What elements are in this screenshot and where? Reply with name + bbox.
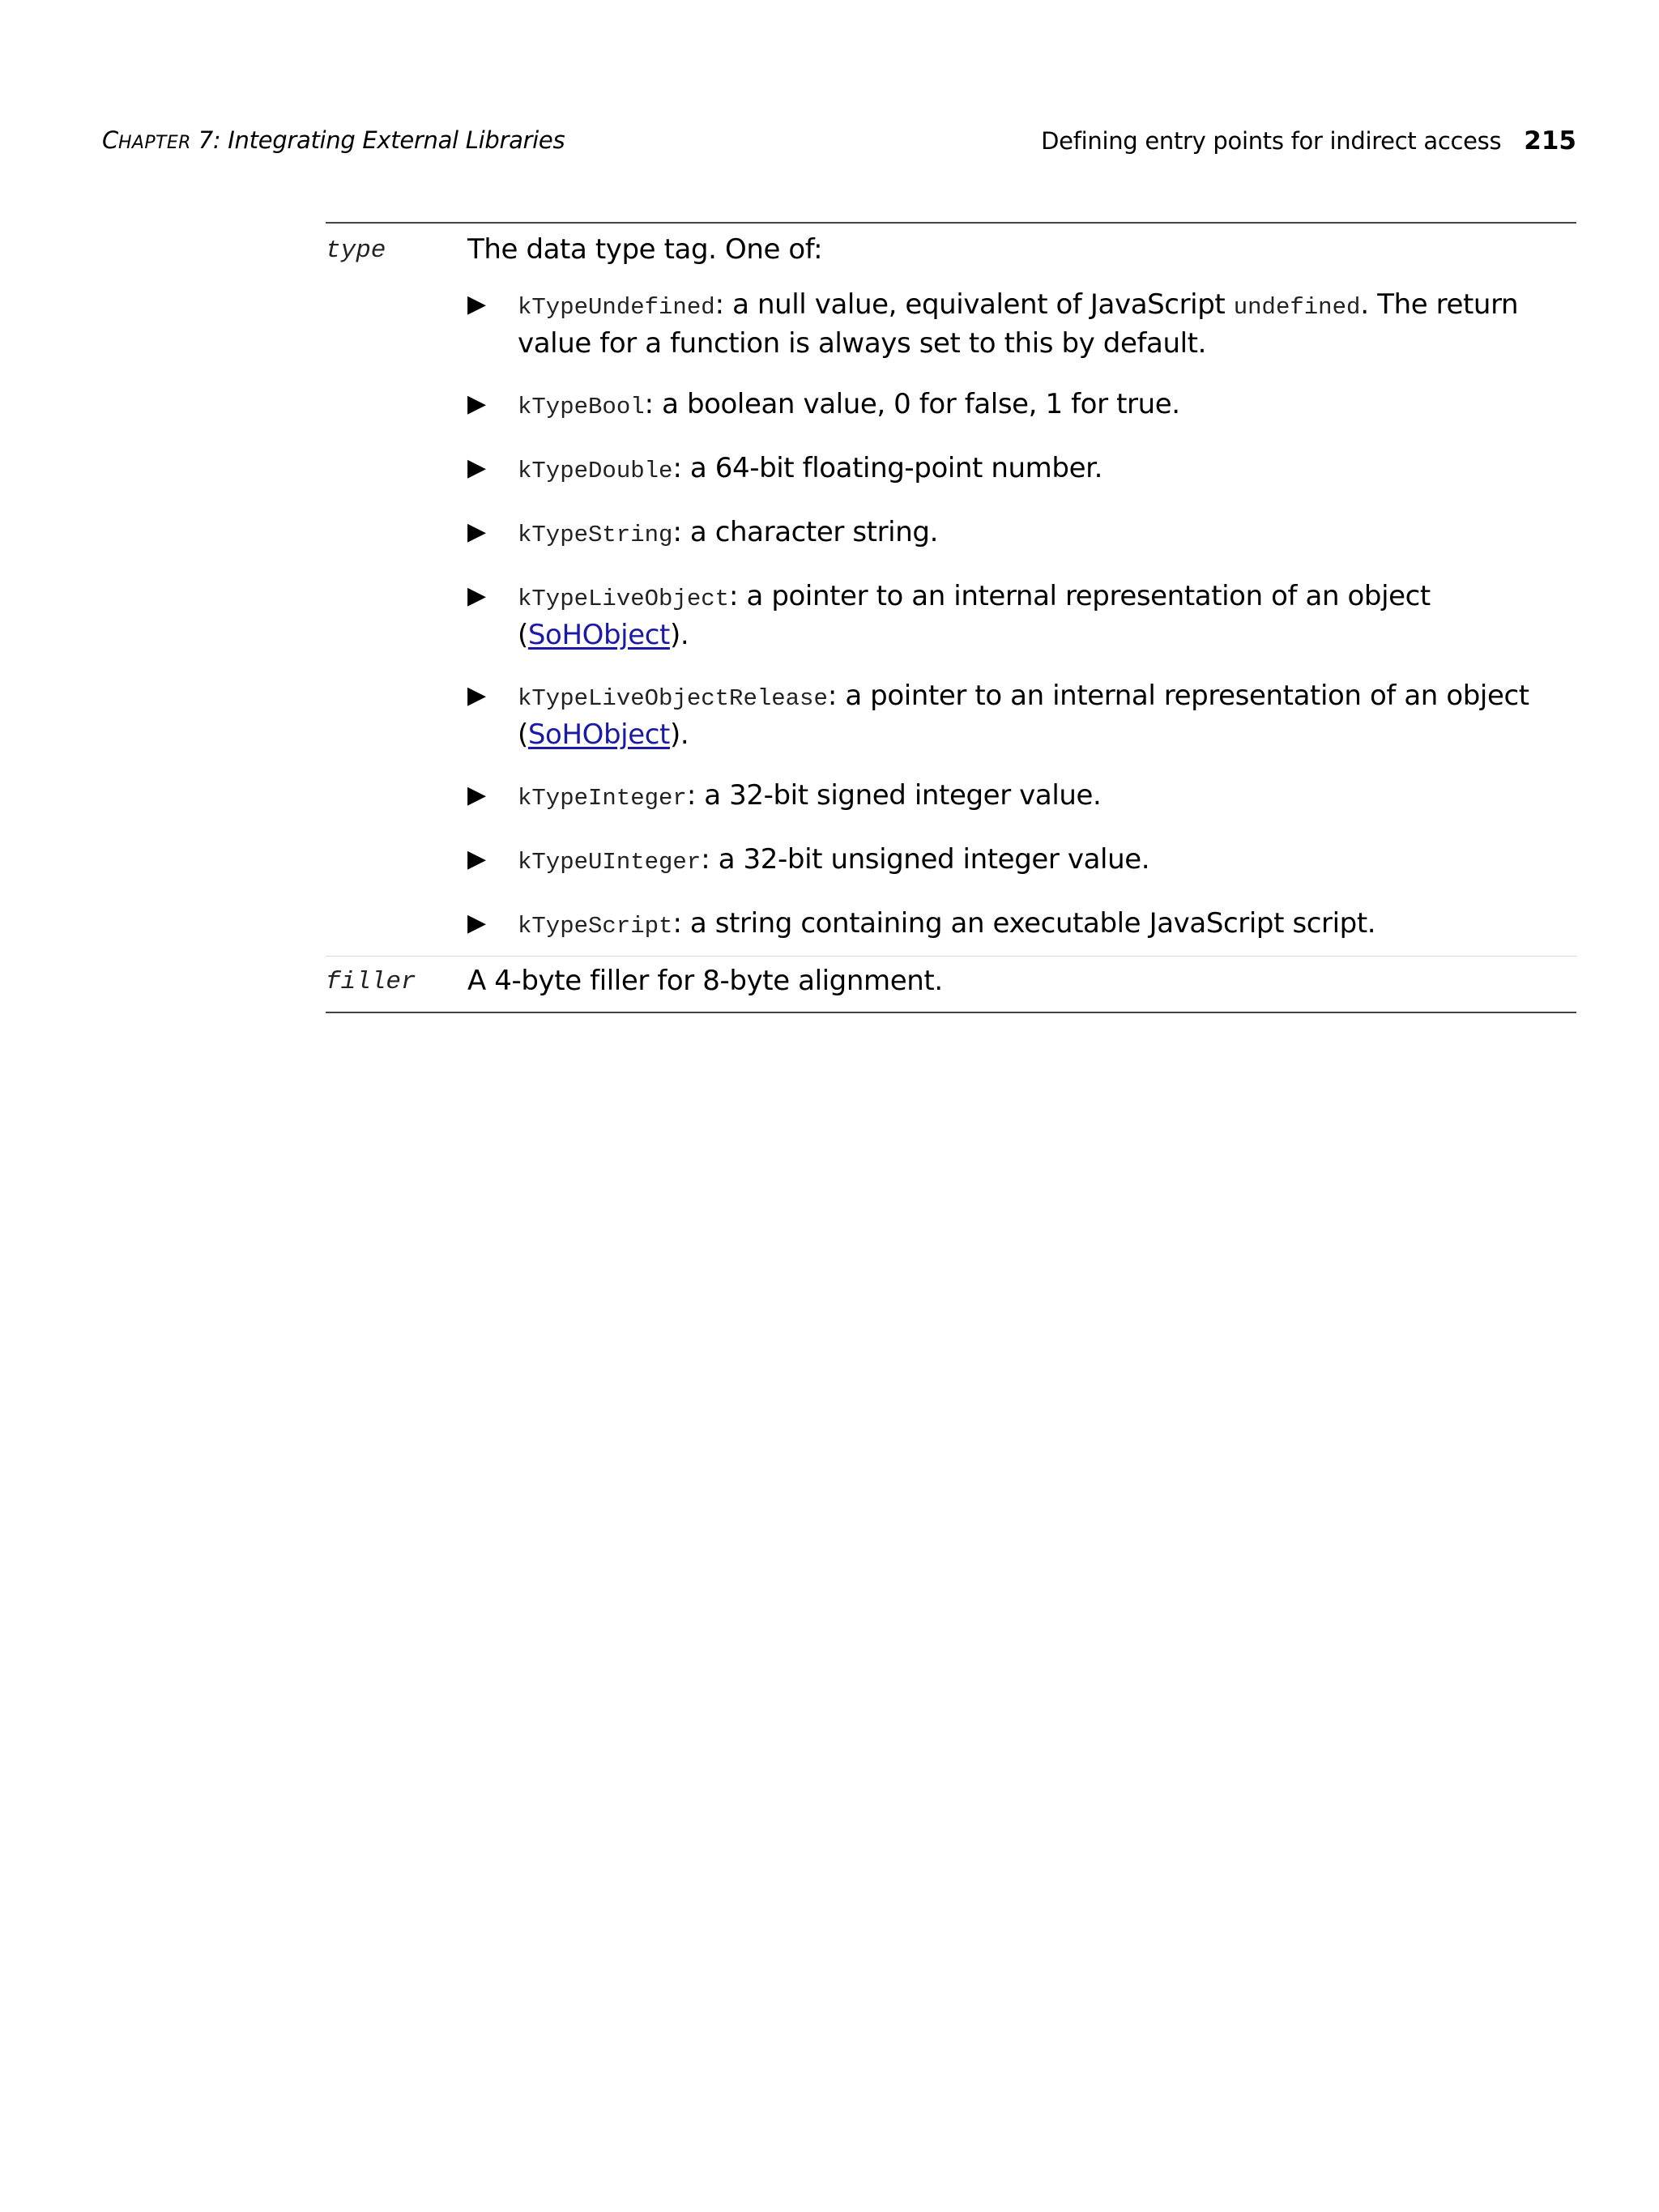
option-text xyxy=(518,842,1576,880)
header-right xyxy=(1041,126,1576,156)
triangle-bullet-icon: ▶ xyxy=(467,909,486,937)
option-description-end: ). xyxy=(669,619,689,651)
option-description: : a 32-bit signed integer value. xyxy=(686,779,1102,812)
term-filler: filler xyxy=(326,968,416,996)
option-description: : a pointer to an internal representation of an object ( xyxy=(518,580,1431,651)
option-code: kTypeUndefined xyxy=(518,294,715,321)
sohobject-link[interactable]: SoHObject xyxy=(527,619,670,651)
option-description: : a boolean value, 0 for false, 1 for true. xyxy=(644,388,1180,420)
option-code: kTypeDouble xyxy=(518,458,673,484)
option-description: : a string containing an executable JavaScript script. xyxy=(672,907,1376,940)
option-description-cont: . The return value for a function is always set to this by default. xyxy=(518,288,1519,360)
list-item xyxy=(467,514,1576,553)
triangle-bullet-icon: ▶ xyxy=(467,290,486,318)
list-item xyxy=(467,906,1576,944)
option-description: : a 64-bit floating-point number. xyxy=(672,452,1102,484)
list-item xyxy=(467,578,1576,653)
triangle-bullet-icon: ▶ xyxy=(467,518,486,546)
sohobject-link[interactable]: SoHObject xyxy=(527,718,670,751)
triangle-bullet-icon: ▶ xyxy=(467,454,486,482)
chapter-title xyxy=(102,126,565,154)
list-item xyxy=(467,678,1576,752)
option-text xyxy=(518,578,1576,653)
definition-row-type xyxy=(326,224,1576,956)
definition-row-filler xyxy=(326,956,1576,1012)
page-header xyxy=(102,126,1576,162)
list-item xyxy=(467,842,1576,880)
option-text xyxy=(518,287,1576,361)
option-text xyxy=(518,450,1576,489)
inline-code: undefined xyxy=(1233,294,1361,321)
list-item xyxy=(467,386,1576,425)
option-description: : a character string. xyxy=(672,516,938,548)
term-type: type xyxy=(326,237,386,265)
option-code: kTypeUInteger xyxy=(518,849,702,876)
option-code: kTypeString xyxy=(518,522,673,548)
triangle-bullet-icon: ▶ xyxy=(467,781,486,809)
triangle-bullet-icon: ▶ xyxy=(467,845,486,873)
description-filler: A 4-byte filler for 8-byte alignment. xyxy=(467,965,943,997)
option-text xyxy=(518,906,1576,944)
list-item xyxy=(467,287,1576,361)
list-item xyxy=(467,450,1576,489)
list-item xyxy=(467,778,1576,816)
description-intro: The data type tag. One of: xyxy=(467,233,823,266)
definition-table xyxy=(326,222,1576,1013)
option-text xyxy=(518,514,1576,553)
option-text xyxy=(518,386,1576,425)
triangle-bullet-icon: ▶ xyxy=(467,681,486,710)
description-type xyxy=(467,224,1576,956)
option-code: kTypeLiveObjectRelease xyxy=(518,685,828,712)
triangle-bullet-icon: ▶ xyxy=(467,582,486,610)
option-description: : a null value, equivalent of JavaScript xyxy=(714,288,1234,321)
option-text xyxy=(518,778,1576,816)
option-code: kTypeScript xyxy=(518,913,673,940)
section-title: Defining entry points for indirect access xyxy=(1041,127,1502,155)
triangle-bullet-icon: ▶ xyxy=(467,390,486,418)
type-options-list xyxy=(467,287,1576,956)
option-code: kTypeBool xyxy=(518,394,645,420)
chapter-word: HAPTER xyxy=(117,133,191,153)
option-text xyxy=(518,678,1576,752)
option-description-end: ). xyxy=(669,718,689,751)
page-number: 215 xyxy=(1524,126,1576,156)
option-code: kTypeInteger xyxy=(518,785,687,812)
option-code: kTypeLiveObject xyxy=(518,586,730,612)
chapter-initial: C xyxy=(102,126,118,154)
option-description: : a 32-bit unsigned integer value. xyxy=(701,843,1150,876)
chapter-name: 7: Integrating External Libraries xyxy=(190,126,565,154)
option-description: : a pointer to an internal representation of an object ( xyxy=(518,680,1529,751)
